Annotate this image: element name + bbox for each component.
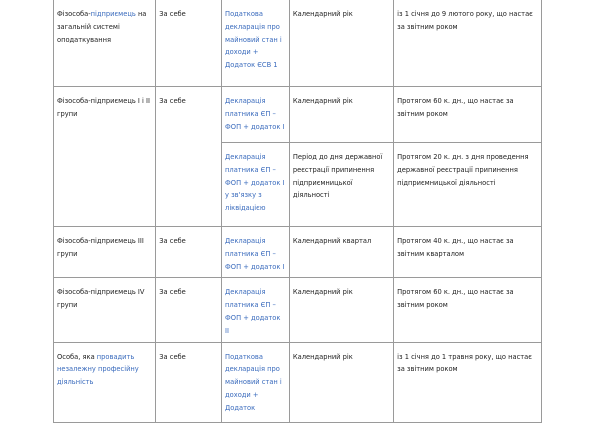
declaration-cell <box>222 143 290 227</box>
deadline-cell: Протягом 20 к. дн. з дня проведення державної реєстрації припинення підприємницької діяльності <box>394 143 542 227</box>
category-text: на загальній системі оподаткування <box>57 10 147 44</box>
deadline-cell: Протягом 60 к. дн., що настає за звітним роком <box>394 87 542 143</box>
declaration-link[interactable]: Декларація платника ЄП – ФОП + додаток I у зв'язку з ліквідацією <box>225 153 285 213</box>
category-link[interactable]: провадить незалежну професійну діяльність <box>57 352 139 387</box>
declaration-cell <box>222 278 290 342</box>
who-cell: За себе <box>156 0 222 87</box>
table-row <box>54 278 542 342</box>
period-cell: Календарний рік <box>289 87 393 143</box>
declaration-link[interactable]: Податкова декларація про майновий стан і доходи + Додаток <box>225 352 282 412</box>
declaration-link[interactable]: Податкова декларація про майновий стан і доходи + Додаток ЄСВ 1 <box>225 10 282 70</box>
declaration-link[interactable]: Декларація платника ЄП – ФОП + додаток II <box>225 288 281 335</box>
category-text: Фізособа- <box>57 10 91 18</box>
category-link[interactable]: підприємець <box>90 10 136 18</box>
table-row <box>54 227 542 278</box>
deadline-cell: Протягом 60 к. дн., що настає за звітним роком <box>394 278 542 342</box>
deadline-cell: із 1 січня до 9 лютого року, що настає за звітним роком <box>394 0 542 87</box>
who-cell: За себе <box>156 227 222 278</box>
period-cell: Період до дня державної реєстрації припинення підприємницької діяльності <box>289 143 393 227</box>
period-cell: Календарний рік <box>289 0 393 87</box>
taxpayer-category-cell: Фізособа-підприємець I і II групи <box>54 87 156 227</box>
declaration-link[interactable]: Декларація платника ЄП – ФОП + додаток I <box>225 97 285 131</box>
tax-reporting-table <box>53 0 542 423</box>
period-cell: Календарний рік <box>289 342 393 422</box>
who-cell: За себе <box>156 87 222 227</box>
taxpayer-category-cell <box>54 342 156 422</box>
declaration-cell <box>222 227 290 278</box>
period-cell: Календарний рік <box>289 278 393 342</box>
declaration-cell <box>222 342 290 422</box>
table-row <box>54 0 542 87</box>
category-text: Особа, яка <box>57 352 97 361</box>
deadline-cell: Протягом 40 к. дн., що настає за звітним кварталом <box>394 227 542 278</box>
taxpayer-category-cell <box>54 0 156 87</box>
taxpayer-category-cell: Фізособа-підприємець IV групи <box>54 278 156 342</box>
who-cell: За себе <box>156 278 222 342</box>
period-cell: Календарний квартал <box>289 227 393 278</box>
table-row <box>54 342 542 422</box>
declaration-cell <box>222 0 290 87</box>
deadline-cell: із 1 січня до 1 травня року, що настає за звітним роком <box>394 342 542 422</box>
table-row <box>54 87 542 143</box>
declaration-cell <box>222 87 290 143</box>
declaration-link[interactable]: Декларація платника ЄП – ФОП + додаток I <box>225 237 285 271</box>
who-cell: За себе <box>156 342 222 422</box>
taxpayer-category-cell: Фізособа-підприємець III групи <box>54 227 156 278</box>
